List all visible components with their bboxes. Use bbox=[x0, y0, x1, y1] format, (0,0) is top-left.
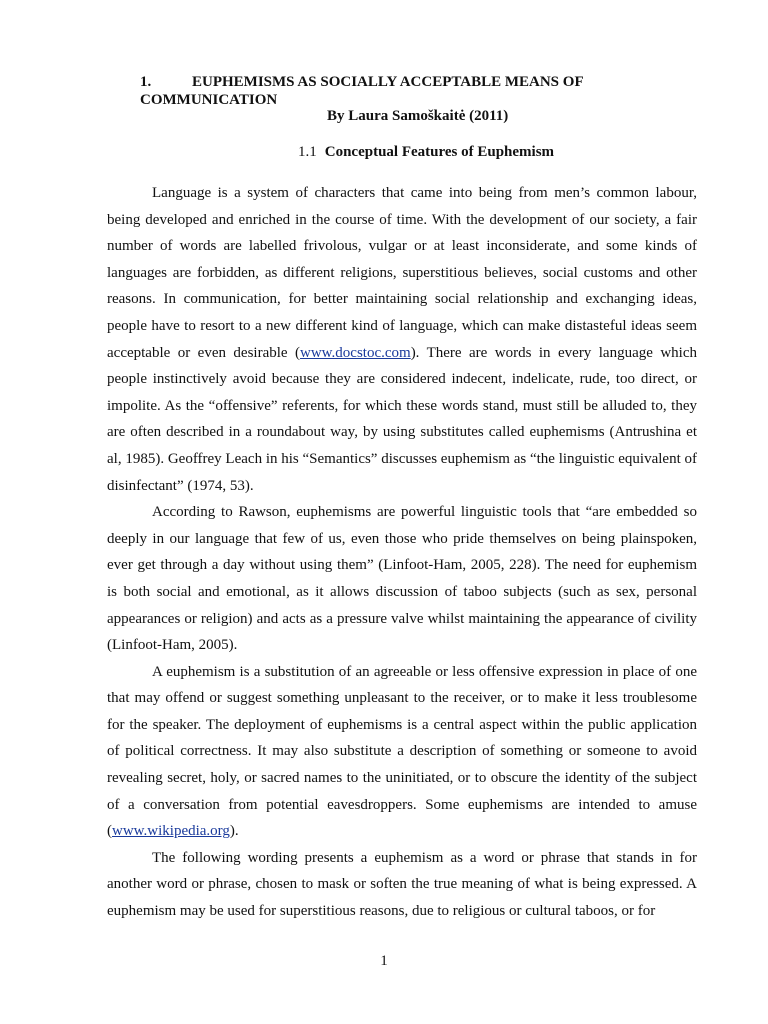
paragraph-1-text-b: ). There are words in every language which people instinctively avoid because they are considered indecent, indelicate, rude, too direct, or impolite. As the “offensive” referents, for which these words stand, must still be alluded to, they are often described in a roundabout way, by using substitutes called euphemisms (Antrushina et al, 1985). Geoffrey Leach in his “Semantics” discusses euphemism as “the linguistic equivalent of disinfectant” (1974, 53). bbox=[107, 344, 697, 494]
paragraph-2: According to Rawson, euphemisms are powerful linguistic tools that “are embedded so deeply in our language that few of us, even those who pride themselves on being plainspoken, ever get through a day without using them” (Linfoot-Ham, 2005, 228). The need for euphemism is both social and emotional, as it allows discussion of taboo subjects (such as sex, personal appearances or religion) and acts as a pressure valve whilst maintaining the appearance of civility (Linfoot-Ham, 2005). bbox=[107, 504, 697, 654]
chapter-number: 1. bbox=[140, 74, 152, 90]
section-heading bbox=[298, 144, 554, 161]
page-number: 1 bbox=[380, 953, 388, 969]
wikipedia-link[interactable]: www.wikipedia.org bbox=[112, 823, 230, 840]
section-title: Conceptual Features of Euphemism bbox=[324, 144, 555, 160]
section-number: 1.1 bbox=[298, 144, 317, 160]
paragraph-3-text-b: ). bbox=[229, 823, 239, 840]
paragraph-4: The following wording presents a euphemism as a word or phrase that stands in for another word or phrase, chosen to mask or soften the true meaning of what is being expressed. A euphemism may be used for superstitious reasons, due to religious or cultural taboos, or for bbox=[107, 849, 697, 920]
docstoc-link[interactable]: www.docstoc.com bbox=[300, 344, 411, 361]
author-line: By Laura Samoškaitė (2011) bbox=[327, 108, 509, 124]
chapter-title-line2: COMMUNICATION bbox=[140, 92, 278, 108]
chapter-title-line1: EUPHEMISMS AS SOCIALLY ACCEPTABLE MEANS OF bbox=[192, 74, 584, 90]
paragraph-1 bbox=[107, 180, 697, 499]
chapter-heading-continued bbox=[140, 91, 700, 109]
paragraph-3-text-a: A euphemism is a substitution of an agreeable or less offensive expression in place of one that may offend or suggest something unpleasant to the receiver, or to make it less troublesome for the speaker. The deployment of euphemisms is a central aspect within the public application of political correctness. It may also substitute a description of something or someone to avoid revealing secret, holy, or sacred names to the uninitiated, or to obscure the identity of the subject of a conversation from potential eavesdroppers. Some euphemisms are intended to amuse ( bbox=[107, 663, 697, 840]
chapter-heading bbox=[140, 73, 700, 91]
paragraph-1-text-a: Language is a system of characters that came into being from men’s common labour, being developed and enriched in the course of time. With the development of our society, a fair number of words are labelled frivolous, vulgar or at least inconsiderate, and some kinds of languages are forbidden, as different religions, superstitious believes, social customs and other reasons. In communication, for better maintaining social relationship and exchanging ideas, people have to resort to a new different kind of language, which can make distasteful ideas seem acceptable or even desirable ( bbox=[107, 185, 697, 361]
paragraph-3 bbox=[107, 659, 697, 845]
body-text bbox=[107, 180, 697, 925]
